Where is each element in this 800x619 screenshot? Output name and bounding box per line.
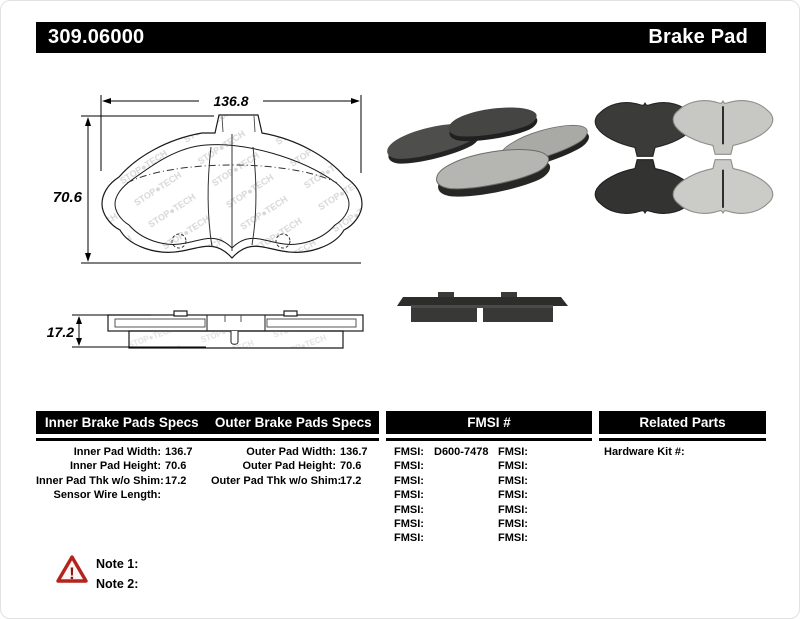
divider [36,438,379,441]
fmsi-left-list [394,445,488,546]
fmsi-label: FMSI: [498,446,528,458]
divider [599,438,766,441]
spec-label: Outer Pad Thk w/o Shim: [211,474,342,487]
photo-pad-set [595,101,773,214]
fmsi-row [498,517,538,531]
fmsi-value [428,517,434,531]
fmsi-row [498,474,538,488]
fmsi-label: FMSI: [394,489,424,502]
warning-exclamation: ! [69,564,75,583]
fmsi-label: FMSI: [498,503,528,516]
fmsi-value [428,459,434,473]
fmsi-row [498,445,538,459]
fmsi-value [532,503,538,517]
photo-pads-scattered [384,102,593,203]
related-label: Hardware Kit #: [604,446,685,458]
related-parts-title: Related Parts [639,415,726,430]
fmsi-label: FMSI: [498,518,528,531]
spec-value: 17.2 [165,474,187,487]
fmsi-header [386,411,592,434]
fmsi-label: FMSI: [394,474,424,487]
fmsi-row [394,459,488,473]
part-number: 309.06000 [48,26,145,48]
front-view-drawing [102,115,362,258]
spec-value: 70.6 [165,460,187,473]
fmsi-value [532,488,538,502]
inner-specs-list [36,445,193,503]
spec-label: Inner Pad Thk w/o Shim: [36,474,164,487]
fmsi-row [498,503,538,517]
related-parts-list [604,445,685,459]
height-dimension-label: 70.6 [52,189,82,206]
fmsi-right-list [498,445,538,546]
divider [386,438,592,441]
spec-row [36,488,193,502]
spec-row [36,474,193,488]
side-view-drawing [108,311,363,348]
fmsi-label: FMSI: [394,446,424,458]
spec-value: 136.7 [165,446,193,458]
fmsi-row [394,488,488,502]
spec-label: Outer Pad Height: [242,460,336,473]
fmsi-value [532,474,538,488]
warning-icon [58,557,86,583]
spec-row [36,445,193,459]
fmsi-label: FMSI: [394,503,424,516]
fmsi-label: FMSI: [394,460,424,473]
spec-value: 17.2 [340,474,362,487]
note-1: Note 1: [96,557,139,571]
fmsi-row [394,517,488,531]
fmsi-value [428,474,434,488]
fmsi-value: D600-7478 [434,446,489,458]
note-2: Note 2: [96,577,139,591]
fmsi-value [532,517,538,531]
fmsi-value [428,531,434,545]
fmsi-row [394,531,488,545]
fmsi-row [498,488,538,502]
fmsi-value [428,488,434,502]
inner-specs-title: Inner Brake Pads Specs [44,415,199,430]
fmsi-row [498,531,538,545]
fmsi-value [532,531,538,545]
fmsi-row [394,503,488,517]
pads-specs-header [36,411,379,434]
fmsi-label: FMSI: [394,532,424,545]
spec-row [211,474,368,488]
fmsi-label: FMSI: [498,474,528,487]
spec-label: Inner Pad Height: [69,460,161,473]
fmsi-value [428,503,434,517]
spec-value [161,488,165,502]
notes [96,554,138,594]
spec-label: Outer Pad Width: [246,446,336,458]
outer-specs-title: Outer Brake Pads Specs [214,415,372,430]
fmsi-value [532,459,538,473]
spec-row [211,445,368,459]
fmsi-row [394,474,488,488]
spec-value: 136.7 [340,446,368,458]
thickness-dimension-label: 17.2 [46,324,74,340]
fmsi-label: FMSI: [498,489,528,502]
related-row [604,445,685,459]
fmsi-label: FMSI: [498,532,528,545]
spec-value: 70.6 [340,460,362,473]
product-name: Brake Pad [648,26,748,48]
width-dimension-label: 136.8 [213,93,249,109]
spec-label: Inner Pad Width: [73,446,161,458]
spec-label: Sensor Wire Length: [53,489,161,502]
fmsi-row [498,459,538,473]
fmsi-value [532,445,538,459]
fmsi-row [394,445,488,459]
photo-pad-edge [397,292,568,322]
fmsi-title: FMSI # [467,415,511,430]
spec-row [211,459,368,473]
fmsi-label: FMSI: [498,460,528,473]
spec-row [36,459,193,473]
fmsi-label: FMSI: [394,518,424,531]
outer-specs-list [211,445,368,488]
related-parts-header [599,411,766,434]
